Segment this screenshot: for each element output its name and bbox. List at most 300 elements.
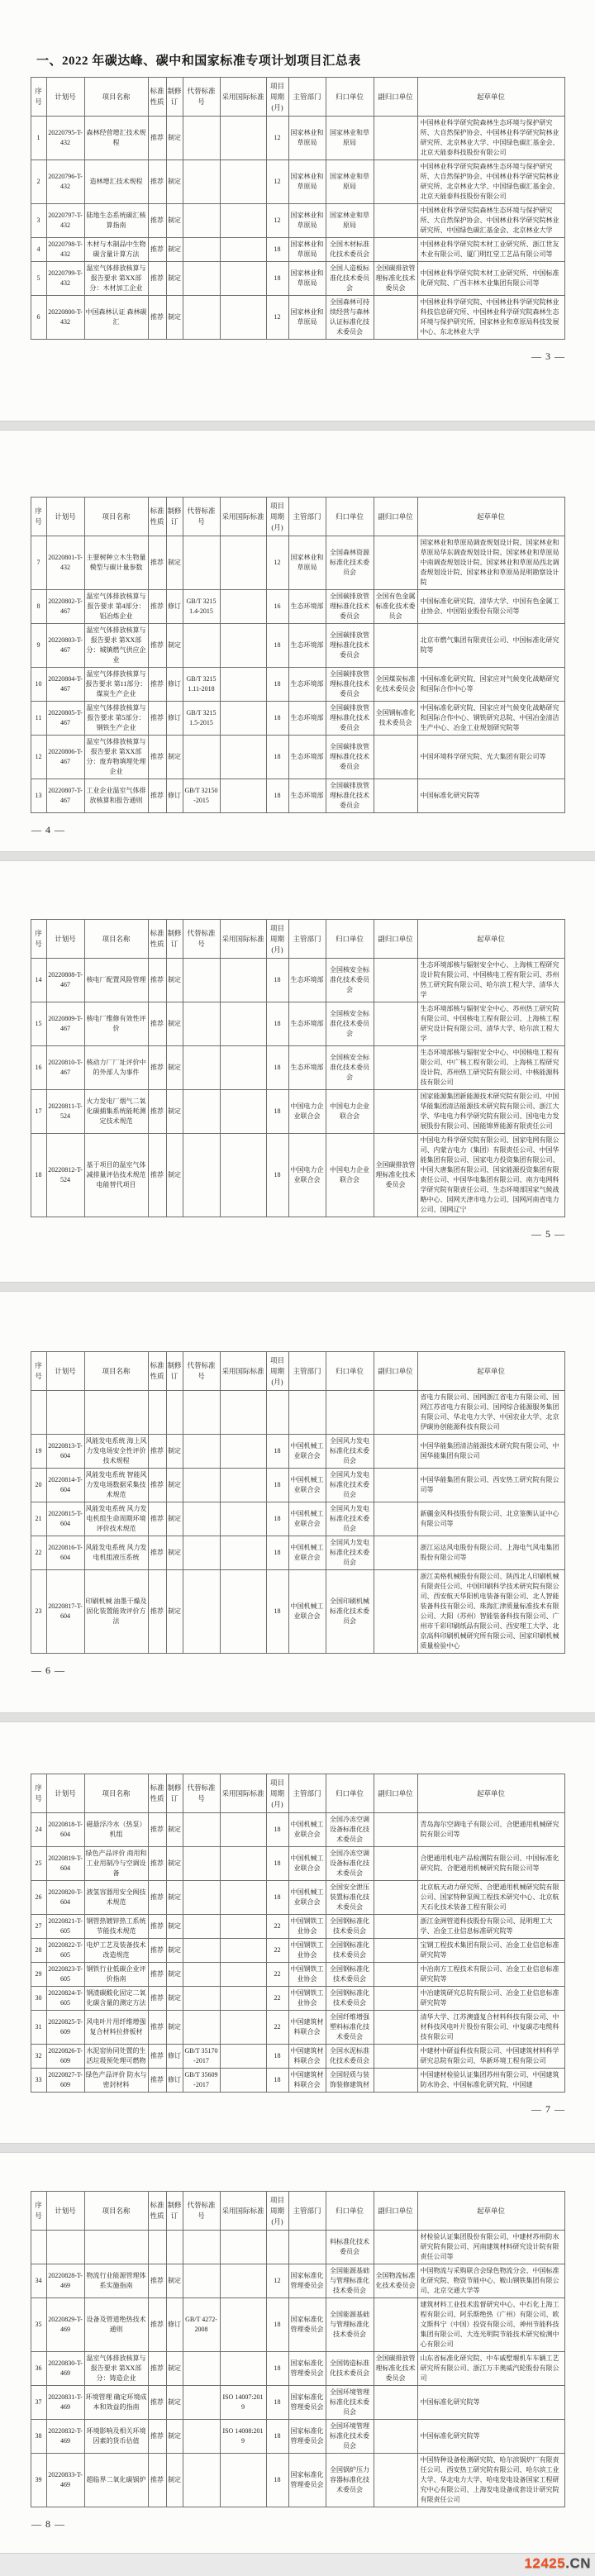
- table-row: [31, 959, 564, 1002]
- table-cell: [220, 1881, 266, 1915]
- table-row: [31, 2386, 564, 2420]
- column-header: 项目名称: [84, 498, 148, 536]
- table-cell: [220, 1435, 266, 1469]
- table-header-row: [31, 1352, 564, 1391]
- table-row: [31, 1881, 564, 1915]
- table-cell: 中国机械工业联合会: [288, 1570, 326, 1654]
- column-header: 项目周期(月): [266, 498, 288, 536]
- column-header: 采用国际标准: [220, 1352, 266, 1391]
- column-header: 序号: [31, 1774, 46, 1813]
- table-cell: 国家标准化管理委员会: [288, 2352, 326, 2386]
- table-cell: [374, 624, 417, 668]
- table-cell: [183, 1570, 220, 1654]
- column-header: 计划号: [46, 498, 84, 536]
- table-cell: 中国电力企业联合会: [326, 1090, 374, 1134]
- table-row: [31, 1939, 564, 1963]
- table-cell: [183, 117, 220, 160]
- table-cell: 推荐: [148, 590, 166, 624]
- column-header: 项目周期(月): [266, 1352, 288, 1391]
- table-cell: [183, 1435, 220, 1469]
- table-cell: [220, 1090, 266, 1134]
- table-cell: [374, 1987, 417, 2011]
- table-cell: [266, 2231, 288, 2264]
- table-cell: [374, 1046, 417, 1090]
- page-number: — 5 —: [531, 1228, 565, 1240]
- table-cell: 20220824-T-605: [46, 1987, 84, 2011]
- table-cell: 中国环境科学研究院、光大集团有限公司等: [417, 736, 564, 779]
- table-cell: 20220829-T-469: [46, 2298, 84, 2352]
- table-cell: [374, 2298, 417, 2352]
- table-cell: 风能发电系统 智能风力发电场数据采集技术规范: [84, 1469, 148, 1502]
- page-number: — 4 —: [31, 824, 65, 836]
- column-header: 副归口单位: [374, 1774, 417, 1813]
- column-header: 标准性质: [148, 498, 166, 536]
- column-header: 标准性质: [148, 1774, 166, 1813]
- table-cell: 中国钢铁工业协会: [288, 1939, 326, 1963]
- column-header: 归口单位: [326, 78, 374, 117]
- table-cell: [183, 1963, 220, 1987]
- column-header: 代替标准号: [183, 1774, 220, 1813]
- table-cell: 全国木材标准化技术委员会: [326, 238, 374, 262]
- table-cell: 青岛海尔空调电子有限公司、合肥通用机械研究院有限公司等: [417, 1813, 564, 1847]
- column-header: 采用国际标准: [220, 498, 266, 536]
- table-cell: 20220802-T-467: [46, 590, 84, 624]
- table-cell: 全国有色金属标准化技术委员会: [374, 590, 417, 624]
- table-cell: 中国机械工业联合会: [288, 1813, 326, 1847]
- table-cell: 推荐: [148, 2045, 166, 2069]
- table-cell: 北京航天动力研究所、合肥通用机械研究院有限公司、国家特种泵阀工程技术研究中心、北京航天石化技术装备工程有限公司: [417, 1881, 564, 1915]
- table-cell: 中国电力科学研究院有限公司、国家电网有限公司、内蒙古电力（集团）有限责任公司、中国华能集团有限公司、国家电力投资集团有限公司、中国大唐集团有限公司、国家能源投资集团有限责任公司、中国华电集团有限公司、南方电网科学研究院有限责任公司、生态环境部国家气候战略中心、国网天津市电力公司、国网河南省电力公司、国网辽宁: [417, 1134, 564, 1217]
- table-cell: 推荐: [148, 2386, 166, 2420]
- table-cell: 推荐: [148, 779, 166, 813]
- table-cell: 22: [266, 1939, 288, 1963]
- table-cell: 全国能源基础与管理标准化技术委员会: [326, 2298, 374, 2352]
- table-cell: 国家林业和草原局: [288, 262, 326, 296]
- table-cell: 全国钢标准化技术委员会: [326, 1939, 374, 1963]
- table-cell: [220, 1915, 266, 1939]
- table-cell: [374, 1963, 417, 1987]
- table-cell: 中国建筑材料联合会: [288, 2011, 326, 2045]
- table-cell: 制定: [166, 160, 183, 204]
- table-cell: [220, 262, 266, 296]
- table-cell: 全国物流标准化技术委员会: [374, 2264, 417, 2298]
- table-cell: 推荐: [148, 262, 166, 296]
- column-header: 制修订: [166, 1774, 183, 1813]
- table-cell: 32: [31, 2045, 46, 2069]
- table-cell: [183, 1391, 220, 1435]
- table-row: [31, 736, 564, 779]
- table-row: [31, 2420, 564, 2454]
- page: [0, 0, 595, 421]
- table-cell: GB/T 32151.5-2015: [183, 702, 220, 736]
- table-cell: 18: [266, 1813, 288, 1847]
- table-cell: [183, 1134, 220, 1217]
- table-cell: [220, 2298, 266, 2352]
- table-cell: 20220814-T-604: [46, 1469, 84, 1502]
- table-cell: [374, 1090, 417, 1134]
- table-cell: 修订: [166, 702, 183, 736]
- table-cell: 中国钢铁工业协会: [288, 1915, 326, 1939]
- watermark: [524, 2555, 591, 2572]
- table-cell: 20220812-T-524: [46, 1134, 84, 1217]
- table-cell: 钢管热镀锌热工系统节能技术规范: [84, 1915, 148, 1939]
- table-cell: 中国森林认证 森林碳汇: [84, 296, 148, 340]
- table-row: [31, 296, 564, 340]
- table-cell: 推荐: [148, 959, 166, 1002]
- table-cell: [326, 1391, 374, 1435]
- column-header: 序号: [31, 920, 46, 959]
- table-cell: 浙江金洲管道科技股份有限公司、昆明理工大学、冶金工业信息标准研究院等: [417, 1915, 564, 1939]
- table-cell: [374, 296, 417, 340]
- page: [0, 861, 595, 1282]
- table-cell: 17: [31, 1090, 46, 1134]
- column-header: 归口单位: [326, 920, 374, 959]
- column-header: 制修订: [166, 498, 183, 536]
- table-cell: 制定: [166, 1915, 183, 1939]
- table-cell: 中国机械工业联合会: [288, 1469, 326, 1502]
- table-cell: [148, 2231, 166, 2264]
- table-cell: 全国森林可持续经营与森林认证标准化技术委员会: [326, 296, 374, 340]
- table-cell: 34: [31, 2264, 46, 2298]
- table-cell: [220, 1502, 266, 1536]
- column-header: 计划号: [46, 78, 84, 117]
- table-cell: 15: [31, 1002, 46, 1046]
- table-cell: 推荐: [148, 736, 166, 779]
- table-cell: 建筑材料工业技术监督研究中心、中石化上海工程有限公司、阿乐斯绝热（广州）有限公司、欧文斯科宁（中国）投资有限公司、神州节能科技集团有限公司、大连光明院节能技术研究检测中心有限公司: [417, 2298, 564, 2352]
- table-cell: 20220819-T-604: [46, 1847, 84, 1881]
- table-cell: 制定: [166, 2454, 183, 2507]
- table-cell: 8: [31, 590, 46, 624]
- table-cell: 全国碳排放管理标准化技术委员会: [326, 702, 374, 736]
- table-cell: 中国标准化研究院等: [417, 779, 564, 813]
- table-cell: [374, 1469, 417, 1502]
- table-cell: 森林经营增汇技术规程: [84, 117, 148, 160]
- table-cell: GB/T 32150-2015: [183, 779, 220, 813]
- table-cell: 推荐: [148, 624, 166, 668]
- table-cell: 制定: [166, 1570, 183, 1654]
- table-cell: [183, 1915, 220, 1939]
- column-header: 副归口单位: [374, 1352, 417, 1391]
- bottom-strip: [0, 2553, 595, 2576]
- table-cell: 制定: [166, 1987, 183, 2011]
- table-cell: [374, 536, 417, 590]
- table-cell: [374, 1813, 417, 1847]
- table-cell: 制定: [166, 1046, 183, 1090]
- table-cell: 制定: [166, 2011, 183, 2045]
- table-cell: 12: [266, 204, 288, 238]
- table-cell: 22: [266, 1915, 288, 1939]
- table-cell: [374, 238, 417, 262]
- table-cell: 20220823-T-605: [46, 1963, 84, 1987]
- table-cell: 推荐: [148, 1939, 166, 1963]
- column-header: 制修订: [166, 920, 183, 959]
- table-cell: 温室气体排放核算与报告要求 第5部分：钢铁生产企业: [84, 702, 148, 736]
- table-cell: 电炉工艺及装备技术改造规范: [84, 1939, 148, 1963]
- table-cell: 中国钢铁工业协会: [288, 1987, 326, 2011]
- table-cell: 18: [266, 779, 288, 813]
- column-header: 归口单位: [326, 498, 374, 536]
- table-cell: 18: [266, 736, 288, 779]
- column-header: 序号: [31, 498, 46, 536]
- table-row: [31, 2011, 564, 2045]
- projects-table: [31, 1351, 565, 1654]
- table-cell: 造林增汇技术规程: [84, 160, 148, 204]
- table-cell: 20220818-T-604: [46, 1813, 84, 1847]
- table-row: [31, 1847, 564, 1881]
- table-cell: 推荐: [148, 1963, 166, 1987]
- table-cell: 国家林业和草原局调查规划设计院、国家林业和草原局华东调查规划设计院、国家林业和草原局中南调查规划设计院、国家林业和草原局西北调查规划设计院、国家林业和草原局昆明勘察设计院: [417, 536, 564, 590]
- table-cell: 全国安全泄压装置标准化技术委员会: [326, 1881, 374, 1915]
- table-cell: [288, 1391, 326, 1435]
- table-cell: [220, 1813, 266, 1847]
- table-cell: 风电叶片用纤维增强复合材料拉挤板材: [84, 2011, 148, 2045]
- table-cell: 20220800-T-432: [46, 296, 84, 340]
- table-cell: 绿色产品评价 商用和工业用制冷与空调设备: [84, 1847, 148, 1881]
- table-cell: [183, 1987, 220, 2011]
- table-cell: [183, 2420, 220, 2454]
- table-cell: 推荐: [148, 2352, 166, 2386]
- table-cell: 全国冷冻空调设备标准化技术委员会: [326, 1813, 374, 1847]
- table-cell: [374, 1881, 417, 1915]
- table-cell: 制定: [166, 2264, 183, 2298]
- column-header: 主管部门: [288, 1774, 326, 1813]
- table-cell: 20220809-T-467: [46, 1002, 84, 1046]
- table-cell: 制定: [166, 1847, 183, 1881]
- table-cell: 国家标准化管理委员会: [288, 2298, 326, 2352]
- table-cell: 18: [266, 1570, 288, 1654]
- table-cell: [220, 590, 266, 624]
- table-cell: 推荐: [148, 160, 166, 204]
- table-header-row: [31, 498, 564, 536]
- table-cell: 18: [266, 1046, 288, 1090]
- table-cell: [220, 160, 266, 204]
- table-row: [31, 779, 564, 813]
- table-row: [31, 117, 564, 160]
- table-cell: 制定: [166, 238, 183, 262]
- table-cell: 制定: [166, 1134, 183, 1217]
- table-row: [31, 2069, 564, 2093]
- table-cell: 18: [266, 2352, 288, 2386]
- table-cell: [166, 2231, 183, 2264]
- table-cell: 制定: [166, 1881, 183, 1915]
- table-cell: 制定: [166, 1435, 183, 1469]
- column-header: 项目名称: [84, 920, 148, 959]
- table-cell: 国家林业和草原局: [326, 204, 374, 238]
- table-cell: 推荐: [148, 1134, 166, 1217]
- table-cell: 20220817-T-604: [46, 1570, 84, 1654]
- table-row: [31, 1046, 564, 1090]
- table-cell: 生态环境部: [288, 702, 326, 736]
- column-header: 代替标准号: [183, 498, 220, 536]
- column-header: 主管部门: [288, 498, 326, 536]
- table-cell: 推荐: [148, 1881, 166, 1915]
- table-cell: 全国煤炭标准化技术委员会: [374, 668, 417, 702]
- table-cell: 20220796-T-432: [46, 160, 84, 204]
- table-cell: 国家林业和草原局: [288, 117, 326, 160]
- column-header: 起草单位: [417, 2192, 564, 2231]
- table-cell: 制定: [166, 1090, 183, 1134]
- table-cell: 风能发电系统 风力发电机组生命周期环境评价技术规范: [84, 1502, 148, 1536]
- table-cell: 新疆金风科技股份有限公司、北京鉴衡认证中心有限公司等: [417, 1502, 564, 1536]
- column-header: 项目名称: [84, 1352, 148, 1391]
- watermark-brand: 12425: [524, 2555, 566, 2571]
- table-cell: [220, 296, 266, 340]
- table-cell: [374, 1435, 417, 1469]
- table-cell: 磁悬浮冷水（热泵）机组: [84, 1813, 148, 1847]
- table-cell: [183, 624, 220, 668]
- table-cell: [220, 779, 266, 813]
- table-cell: [374, 2420, 417, 2454]
- table-cell: 推荐: [148, 2011, 166, 2045]
- table-cell: 生态环境部: [288, 1046, 326, 1090]
- column-header: 归口单位: [326, 1774, 374, 1813]
- column-header: 采用国际标准: [220, 920, 266, 959]
- table-row: [31, 1002, 564, 1046]
- table-cell: 18: [266, 1002, 288, 1046]
- table-cell: [46, 2231, 84, 2264]
- table-row: [31, 2298, 564, 2352]
- table-cell: 温室气体排放核算与报告要求 第XX部分：铸造企业: [84, 2352, 148, 2386]
- table-cell: 18: [266, 2045, 288, 2069]
- table-cell: GB/T 32151.4-2015: [183, 590, 220, 624]
- table-cell: 中建材中研益科技有限公司、中国建筑材料科学研究总院有限公司、华新环境工程有限公司: [417, 2045, 564, 2069]
- table-cell: 推荐: [148, 2264, 166, 2298]
- column-header: 采用国际标准: [220, 2192, 266, 2231]
- table-cell: 18: [266, 1847, 288, 1881]
- table-cell: 33: [31, 2069, 46, 2093]
- table-cell: 全国森林资源标准化技术委员会: [326, 536, 374, 590]
- table-cell: 国家标准化管理委员会: [288, 2386, 326, 2420]
- table-cell: 中国机械工业联合会: [288, 1881, 326, 1915]
- table-cell: 12: [31, 736, 46, 779]
- column-header: 代替标准号: [183, 1352, 220, 1391]
- table-cell: 20220797-T-432: [46, 204, 84, 238]
- table-cell: 国家林业和草原局: [326, 160, 374, 204]
- table-cell: [220, 1963, 266, 1987]
- table-cell: 全国风力发电标准化技术委员会: [326, 1502, 374, 1536]
- table-cell: 中国建筑材料联合会: [288, 2045, 326, 2069]
- table-cell: 国家林业和草原局: [288, 204, 326, 238]
- table-cell: [166, 1391, 183, 1435]
- table-cell: 22: [266, 1963, 288, 1987]
- table-cell: 国家林业和草原局: [288, 296, 326, 340]
- table-cell: [266, 1391, 288, 1435]
- column-header: 标准性质: [148, 78, 166, 117]
- table-cell: 中国机械工业联合会: [288, 1847, 326, 1881]
- table-cell: [46, 1391, 84, 1435]
- table-cell: 全国核安全标准化技术委员会: [326, 959, 374, 1002]
- table-cell: 4: [31, 238, 46, 262]
- table-row: [31, 2231, 564, 2264]
- page-number: — 7 —: [531, 2103, 565, 2116]
- table-cell: [183, 1939, 220, 1963]
- table-cell: [220, 2454, 266, 2507]
- table-cell: 合肥通用机电产品检测院有限公司、中国标准化研究院、合肥通用机械研究院有限公司等: [417, 1847, 564, 1881]
- table-cell: 中国建材检验认证集团苏州有限公司、中国建筑防水协会、中国标准化研究院、中国建: [417, 2069, 564, 2093]
- table-cell: [374, 2454, 417, 2507]
- table-row: [31, 1915, 564, 1939]
- table-cell: 制定: [166, 1963, 183, 1987]
- page-number: — 3 —: [531, 350, 565, 363]
- table-row: [31, 1469, 564, 1502]
- table-cell: [374, 117, 417, 160]
- table-cell: 推荐: [148, 238, 166, 262]
- table-cell: [183, 736, 220, 779]
- table-cell: 39: [31, 2454, 46, 2507]
- table-cell: 36: [31, 2352, 46, 2386]
- table-cell: 20220821-T-605: [46, 1915, 84, 1939]
- table-cell: 中国林业科学研究院木材工业研究所、浙江世友木业有限公司、厦门明红堂工艺品有限公司等: [417, 238, 564, 262]
- table-cell: [183, 2454, 220, 2507]
- table-cell: [183, 1502, 220, 1536]
- column-header: 项目周期(月): [266, 1774, 288, 1813]
- table-cell: 20220828-T-469: [46, 2264, 84, 2298]
- table-cell: 20220805-T-467: [46, 702, 84, 736]
- table-cell: [374, 2045, 417, 2069]
- table-cell: [220, 1847, 266, 1881]
- table-cell: 推荐: [148, 668, 166, 702]
- table-cell: 13: [31, 779, 46, 813]
- table-cell: 20220827-T-609: [46, 2069, 84, 2093]
- table-cell: 20220810-T-467: [46, 1046, 84, 1090]
- table-cell: [374, 204, 417, 238]
- column-header: 计划号: [46, 2192, 84, 2231]
- table-cell: 中国华能集团清洁能源技术研究院有限公司、中国华能集团有限公司: [417, 1435, 564, 1469]
- table-cell: 推荐: [148, 1002, 166, 1046]
- table-cell: 制定: [166, 536, 183, 590]
- table-cell: 推荐: [148, 204, 166, 238]
- column-header: 项目名称: [84, 1774, 148, 1813]
- column-header: 序号: [31, 2192, 46, 2231]
- table-cell: [374, 736, 417, 779]
- table-cell: 水泥窑协同处置的生活垃圾预处理可燃物: [84, 2045, 148, 2069]
- table-cell: 制定: [166, 959, 183, 1002]
- table-cell: 推荐: [148, 296, 166, 340]
- column-header: 标准性质: [148, 920, 166, 959]
- table-cell: 制定: [166, 296, 183, 340]
- table-cell: 国家标准化管理委员会: [288, 2420, 326, 2454]
- table-cell: 制定: [166, 1469, 183, 1502]
- table-cell: 制定: [166, 1002, 183, 1046]
- table-cell: [374, 1536, 417, 1570]
- column-header: 起草单位: [417, 1774, 564, 1813]
- table-cell: 修订: [166, 2069, 183, 2093]
- table-cell: [374, 779, 417, 813]
- table-cell: 20220815-T-604: [46, 1502, 84, 1536]
- column-header: 序号: [31, 78, 46, 117]
- table-cell: 20220830-T-469: [46, 2352, 84, 2386]
- table-cell: [183, 1002, 220, 1046]
- table-cell: [220, 1987, 266, 2011]
- table-cell: 21: [31, 1502, 46, 1536]
- table-cell: [183, 238, 220, 262]
- table-cell: 国家林业和草原局: [326, 117, 374, 160]
- table-row: [31, 1987, 564, 2011]
- table-cell: 浙江美格机械股份有限公司、陕西北人印刷机械有限责任公司、中国印刷科学技术研究院有限公司、西安航天华阳机电装备有限公司、北人智能装备科技有限公司、珠海汇津质量标准技术有限公司、大阳（苏州）智能装备科技有限公司、广州市千彩印刷纸品有限公司、西安理工大学、北京高科印刷机械研究所有限公司、国家印刷机械质量检验中心: [417, 1570, 564, 1654]
- table-row: [31, 1570, 564, 1654]
- table-cell: 生态环境部核与辐射安全中心、上海核工程研究设计院有限公司、中国核电工程有限公司、苏州热工研究院有限公司、哈尔滨工程大学、清华大学: [417, 959, 564, 1002]
- table-cell: 基于项目的温室气体减排量评估技术规范 电能替代项目: [84, 1134, 148, 1217]
- table-cell: 国家标准化管理委员会: [288, 2264, 326, 2298]
- table-cell: 22: [266, 1987, 288, 2011]
- table-cell: 18: [266, 1536, 288, 1570]
- table-cell: 16: [31, 1046, 46, 1090]
- table-cell: 20220825-T-609: [46, 2011, 84, 2045]
- table-cell: 制定: [166, 624, 183, 668]
- table-cell: [374, 2011, 417, 2045]
- table-row: [31, 2352, 564, 2386]
- table-cell: 中国机械工业联合会: [288, 1536, 326, 1570]
